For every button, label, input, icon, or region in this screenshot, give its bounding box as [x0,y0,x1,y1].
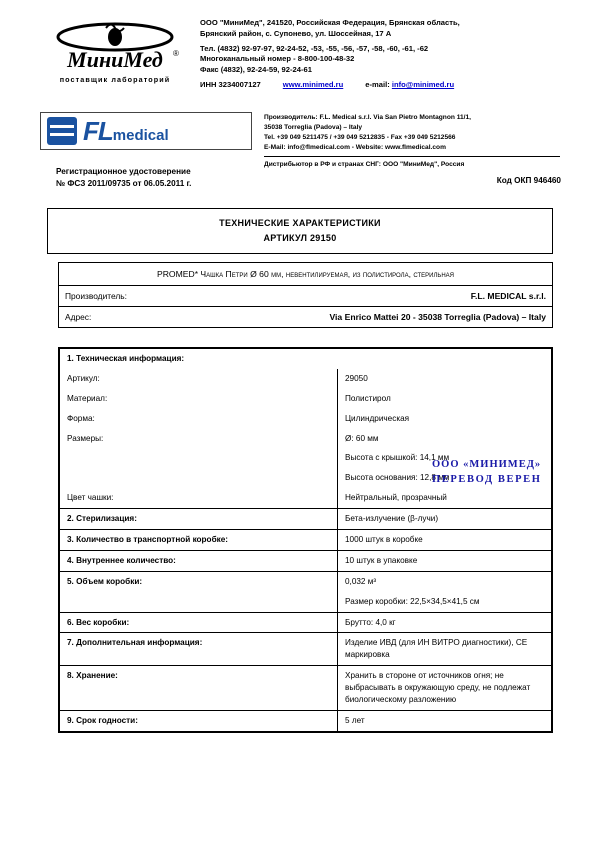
spec-label: 5. Объем коробки: [60,571,338,591]
company-contact-block [190,18,560,91]
product-manufacturer-value: F.L. MEDICAL s.r.l. [470,291,546,301]
fl-brand-text: FL [83,116,113,146]
minimed-logo-graphic [45,22,185,74]
spec-label: 7. Дополнительная информация: [60,633,338,666]
spec-label: Артикул: [60,369,338,389]
table-row [60,389,552,409]
spec-value: 29050 [338,369,552,389]
spec-value: 10 штук в упаковке [338,550,552,571]
company-email-link[interactable]: info@minimed.ru [391,79,455,89]
minimed-logo [40,18,190,84]
fl-manufacturer-line-1: Производитель: F.L. Medical s.r.l. Via San Pietro Montagnon 11/1, [264,114,472,121]
spec-value: Изделие ИВД (для ИН ВИТРО диагностики), СЕ маркировка [338,633,552,666]
registration-label: Регистрационное удостоверение [56,167,191,176]
fl-brand-sub-text: medical [112,127,169,144]
spec-label: 8. Хранение: [60,666,338,711]
company-fax-line: Факс (4832), 92-24-59, 92-24-61 [200,65,312,75]
table-row [60,448,552,468]
spec-label [60,468,338,488]
spec-label: 4. Внутреннее количество: [60,550,338,571]
spec-value: Брутто: 4,0 кг [338,612,552,633]
table-row [60,509,552,530]
company-inn: ИНН 3234007127 [200,79,261,89]
product-address-value: Via Enrico Mattei 20 - 35038 Torreglia (Padova) – Italy [329,312,546,322]
table-row [60,571,552,591]
table-row [60,592,552,612]
spec-value: Размер коробки: 22,5×34,5×41,5 см [338,592,552,612]
company-multichannel-line: Многоканальный номер - 8-800-100-48-32 [200,54,355,64]
spec-value: 0,032 м³ [338,571,552,591]
document-article: АРТИКУЛ 29150 [263,233,337,243]
company-email-label: e-mail: [365,79,390,89]
company-address-line-1: ООО "МиниМед", 241520, Российская Федерация, Брянская область, [200,18,460,27]
spec-label [60,448,338,468]
company-website-link[interactable]: www.minimed.ru [282,79,344,89]
fl-medical-wordmark [83,118,169,144]
table-row [60,429,552,449]
company-phone-line: Тел. (4832) 92-97-97, 92-24-52, -53, -55, -56, -57, -58, -60, -61, -62 [200,43,429,53]
spec-label: 6. Вес коробки: [60,612,338,633]
table-row [60,409,552,429]
product-identity-box [58,262,553,328]
fl-medical-contact-block [252,112,560,169]
spec-value: Высота с крышкой: 14,1 мм [338,448,552,468]
spec-value: Полистирол [338,389,552,409]
table-row [60,612,552,633]
svg-text:®: ® [173,49,179,58]
spec-value [338,349,552,369]
spec-value: Ø: 60 мм [338,429,552,449]
spec-label: 9. Срок годности: [60,710,338,731]
spec-label: Материал: [60,389,338,409]
specification-table [58,347,553,733]
document-title: ТЕХНИЧЕСКИЕ ХАРАКТЕРИСТИКИ [219,218,381,228]
fl-divider [264,156,560,157]
fl-mail-line: E-Mail: info@flmedical.com - Website: www.flmedical.com [264,143,446,151]
spec-value: 5 лет [338,710,552,731]
spec-value: Нейтральный, прозрачный [338,488,552,508]
spec-label: 2. Стерилизация: [60,509,338,530]
fl-distributor-line: Дистрибьютор в РФ и странах СНГ: ООО "МиниМед", Россия [264,160,465,168]
fl-tel-line: Tel. +39 049 5211475 / +39 049 5212835 - Fax +39 049 5212566 [264,133,456,141]
registration-number: № ФСЗ 2011/09735 от 06.05.2011 г. [56,179,192,189]
product-manufacturer-label: Производитель: [65,291,127,301]
spec-value: 1000 штук в коробке [338,530,552,551]
document-title-box [47,208,553,254]
document-header [40,18,560,91]
table-row [60,666,552,711]
stamp-line-1: ООО «МИНИМЕД» [432,459,542,470]
table-row [60,369,552,389]
fl-medical-logo [40,112,252,150]
table-row [60,349,552,369]
company-address-line-2: Брянский район, с. Супонево, ул. Шоссейная, 17 А [200,28,392,38]
table-row [60,633,552,666]
svg-text:МиниМед: МиниМед [67,47,163,72]
spec-label: Цвет чашки: [60,488,338,508]
product-address-label: Адрес: [65,312,92,322]
spec-label [60,592,338,612]
table-row [60,710,552,731]
table-row [60,488,552,508]
spec-value: Хранить в стороне от источников огня; не выбрасывать в окружающую среду, не подлежат биологическому разложению [338,666,552,711]
fl-manufacturer-line-2: 35038 Torreglia (Padova) – Italy [264,123,363,131]
product-description: * Чашка Петри Ø 60 мм, невентилируемая, из полистирола, стерильная [194,269,455,279]
fl-medical-mark-icon [47,117,77,145]
spec-value: Цилиндрическая [338,409,552,429]
table-row [60,550,552,571]
spec-label: 3. Количество в транспортной коробке: [60,530,338,551]
product-description-row [59,263,552,285]
specification-table-inner [59,348,552,732]
minimed-tagline: поставщик лабораторий [59,75,171,84]
okp-code: Код ОКП 946460 [496,176,561,185]
registration-line [56,166,561,191]
product-brand: PROMED [156,269,195,279]
stamp-line-2: ПЕРЕВОД ВЕРЕН [432,474,542,486]
spec-label: Форма: [60,409,338,429]
spec-value: Бета-излучение (β-лучи) [338,509,552,530]
spec-label: 1. Техническая информация: [60,349,338,369]
table-row [60,530,552,551]
spec-value: Высота основания: 12,8 мм [338,468,552,488]
spec-label: Размеры: [60,429,338,449]
table-row [60,468,552,488]
fl-medical-header [40,112,560,169]
